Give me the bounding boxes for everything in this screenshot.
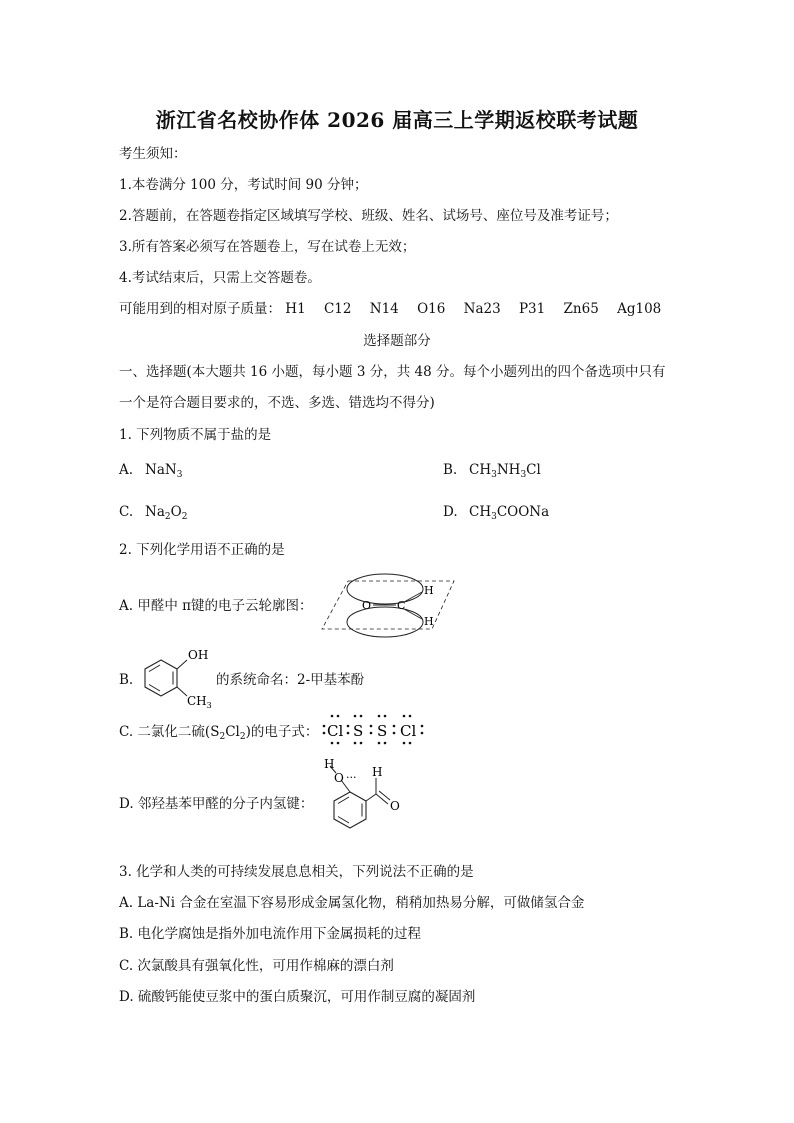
q2-option-a-text: A. 甲醛中 π键的电子云轮廓图： [119, 598, 313, 614]
q3-option-b: B. 电化学腐蚀是指外加电流作用下金属损耗的过程 [119, 926, 422, 942]
q2-stem: 2. 下列化学用语不正确的是 [119, 542, 285, 558]
sulfur-atom: S [353, 722, 364, 740]
part1-instructions-line2: 一个是符合题目要求的，不选、多选、错选均不得分) [119, 395, 435, 411]
sulfur-atom: S [377, 722, 388, 740]
q1-option-d: D. $CH_3COONa$ [443, 504, 550, 522]
q1-stem: 1. 下列物质不属于盐的是 [119, 427, 272, 443]
pi-bond-electron-cloud-diagram [318, 567, 458, 645]
notice-item-2: 2.答题前，在答题卷指定区域填写学校、班级、姓名、试场号、座位号及准考证号； [119, 208, 618, 224]
carbon-atom: C [397, 599, 406, 612]
hydrogen-bond-dots: ··· [346, 771, 357, 784]
s2cl2-electron-formula [320, 712, 430, 748]
notice-item-3: 3.所有答案必须写在答题卷上，写在试卷上无效； [119, 239, 416, 255]
option-label: B. [443, 462, 458, 478]
q2-option-b-label: B. [119, 672, 134, 688]
chlorine-atom: Cl [400, 722, 417, 740]
hydrogen-atom: H [324, 758, 335, 771]
notice-item-4: 4.考试结束后，只需上交答题卷。 [119, 270, 321, 286]
atomic-mass-item: H1 [285, 301, 306, 317]
q1-option-c: C. $Na_2O_2$ [119, 504, 188, 522]
atomic-masses-label: 可能用到的相对原子质量： [119, 301, 281, 317]
notice-heading: 考生须知： [119, 146, 187, 162]
o-hydroxybenzaldehyde-structure [320, 758, 410, 842]
q2-option-d-text: D. 邻羟基苯甲醛的分子内氢键： [119, 796, 314, 812]
q3-option-c: C. 次氯酸具有强氧化性，可用作棉麻的漂白剂 [119, 958, 394, 974]
atomic-masses [119, 300, 675, 318]
q2-option-c-text: C. 二氯化二硫$(S_2Cl_2)$的电子式： [119, 724, 319, 742]
atomic-mass-item: Na23 [463, 301, 501, 317]
2-methylphenol-structure [133, 646, 223, 712]
q2-option-b-text: 的系统命名：2-甲基苯酚 [216, 672, 365, 688]
q3-option-a: A. La-Ni 合金在室温下容易形成金属氢化物，稍稍加热易分解，可做储氢合金 [119, 895, 585, 911]
part1-instructions-line1: 一、选择题(本大题共 16 小题，每小题 3 分，共 48 分。每个小题列出的四个备选项中只有 [119, 364, 666, 380]
atomic-mass-item: O16 [417, 301, 446, 317]
section-title: 选择题部分 [363, 333, 431, 349]
option-label: A. [119, 462, 134, 478]
q1-option-b: B. $CH_3NH_3Cl$ [443, 462, 541, 480]
aldehyde-oxygen: O [390, 799, 400, 813]
atomic-mass-item: C12 [323, 301, 352, 317]
atomic-mass-item: P31 [518, 301, 546, 317]
hydrogen-atom: H [424, 584, 434, 597]
option-label: D. [443, 504, 458, 520]
q3-option-d: D. 硫酸钙能使豆浆中的蛋白质聚沉，可用作制豆腐的凝固剂 [119, 989, 476, 1005]
hydrogen-atom: H [424, 615, 434, 628]
exam-title: 浙江省名校协作体 2026 届高三上学期返校联考试题 [155, 108, 639, 132]
atomic-mass-item: Ag108 [617, 301, 662, 317]
option-label: C. [119, 504, 134, 520]
aldehyde-hydrogen: H [372, 765, 383, 779]
notice-item-1: 1.本卷满分 100 分，考试时间 90 分钟； [119, 177, 368, 193]
hydroxyl-oxygen: O [334, 771, 344, 785]
chlorine-atom: Cl [327, 722, 344, 740]
q3-stem: 3. 化学和人类的可持续发展息息相关，下列说法不正确的是 [119, 864, 474, 880]
methyl-group: $CH_3$ [187, 694, 212, 710]
atomic-mass-item: Zn65 [563, 301, 599, 317]
q1-option-a: A. NaN$_3$ [119, 462, 183, 480]
oxygen-atom: O [362, 599, 372, 612]
hydroxyl-group: OH [188, 648, 209, 662]
atomic-mass-item: N14 [369, 301, 399, 317]
